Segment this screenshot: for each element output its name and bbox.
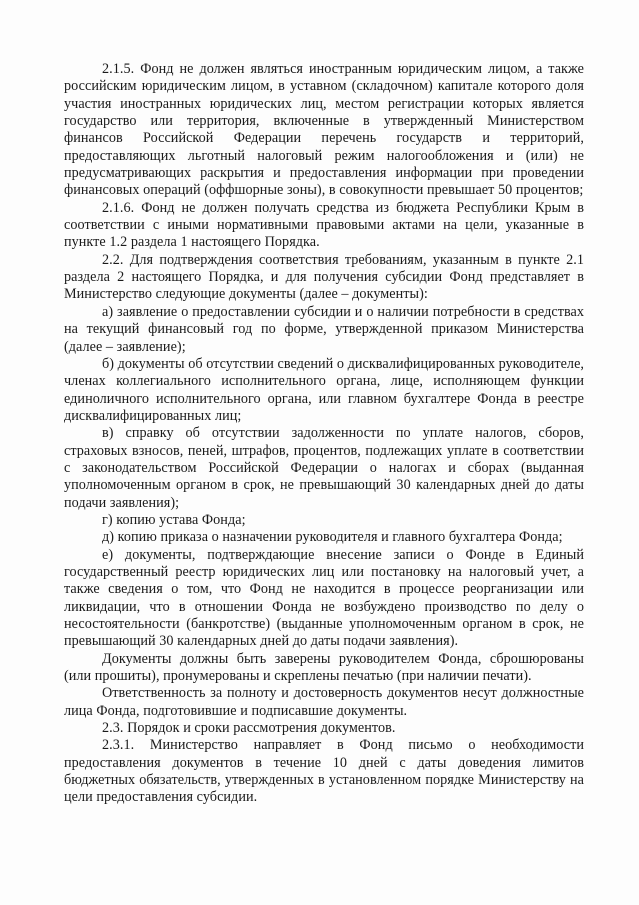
document-body [64, 61, 584, 807]
list-item-v: в) справку об отсутствии задолженности по уплате налогов, сборов, страховых взносов, пеней, штрафов, процентов, подлежащих уплате в соответствии с законодательством Российской Федерации о налогах и сборах (выданная уполномоченным органом в срок, не превышающий 30 календарных дней до даты подачи заявления); [64, 425, 584, 511]
list-item-d: д) копию приказа о назначении руководителя и главного бухгалтера Фонда; [102, 529, 563, 546]
list-item-a: а) заявление о предоставлении субсидии и о наличии потребности в средствах на текущий финансовый год по форме, утвержденной приказом Министерства (далее – заявление); [64, 303, 584, 355]
paragraph-certification: Документы должны быть заверены руководителем Фонда, сброшюрованы (или прошиты), пронумерованы и скреплены печатью (при наличии печати). [64, 650, 584, 685]
paragraph-2-2: 2.2. Для подтверждения соответствия требованиям, указанным в пункте 2.1 раздела 2 настоящего Порядка, и для получения субсидии Фонд представляет в Министерство следующие документы (далее – документы): [64, 251, 584, 303]
paragraph-2-3-heading: 2.3. Порядок и сроки рассмотрения документов. [102, 720, 396, 737]
list-item-g: г) копию устава Фонда; [102, 511, 246, 528]
list-item-e: е) документы, подтверждающие внесение записи о Фонде в Единый государственный реестр юридических лиц или постановку на налоговый учет, а также сведения о том, что Фонд не находится в процессе реорганизации или ликвидации, что в отношении Фонда не возбуждено производство по делу о несостоятельности (банкротстве) (выданные уполномоченным органом в срок, не превышающий 30 календарных дней до даты подачи заявления). [64, 546, 584, 650]
paragraph-2-1-5: 2.1.5. Фонд не должен являться иностранным юридическим лицом, а также российским юридическим лицом, в уставном (складочном) капитале которого доля участия иностранных юридических лиц, местом регистрации которых является государство или территория, включенные в утвержденный Министерством финансов Российской Федерации перечень государств и территорий, предоставляющих льготный налоговый режим налогообложения и (или) не предусматривающих раскрытия и предоставления информации при проведении финансовых операций (оффшорные зоны), в совокупности превышает 50 процентов; [64, 61, 584, 199]
paragraph-2-1-6: 2.1.6. Фонд не должен получать средства из бюджета Республики Крым в соответствии с иными нормативными правовыми актами на цели, указанные в пункте 1.2 раздела 1 настоящего Порядка. [64, 199, 584, 251]
list-item-b: б) документы об отсутствии сведений о дисквалифицированных руководителе, членах коллегиального исполнительного органа, лице, исполняющем функции единоличного исполнительного органа, или главном бухгалтере Фонда в реестре дисквалифицированных лиц; [64, 355, 585, 424]
paragraph-2-3-1: 2.3.1. Министерство направляет в Фонд письмо о необходимости предоставления документов в течение 10 дней с даты доведения лимитов бюджетных обязательств, утвержденных в установленном порядке Министерству на цели предоставления субсидии. [64, 737, 584, 806]
paragraph-responsibility: Ответственность за полноту и достоверность документов несут должностные лица Фонда, подготовившие и подписавшие документы. [64, 685, 584, 719]
